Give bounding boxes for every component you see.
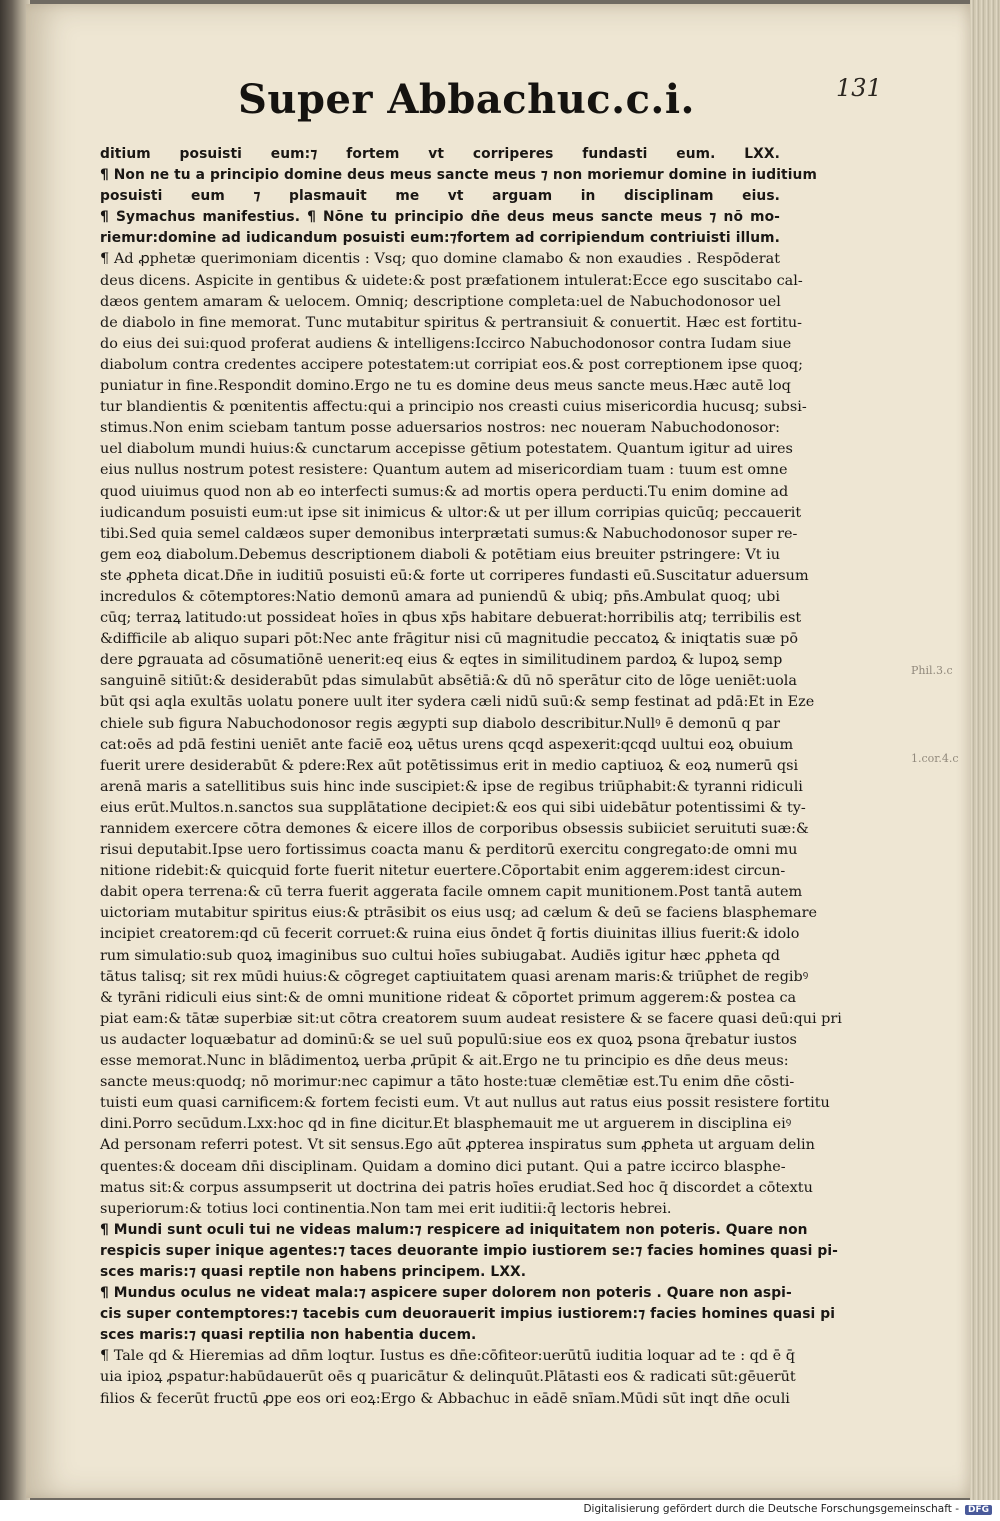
commentary-line: us audacter loquæbatur ad dominū:& se uel suū populū:siue eos ex quoꝝ psona q̄rebatur iustos bbox=[100, 1031, 797, 1048]
commentary-line: matus sit:& corpus assumpserit ut doctrina dei patris hoīes erudiat.Sed hoc q̄ discordet a cōtextu bbox=[100, 1179, 813, 1196]
running-head: Super Abbachuc.c.i. bbox=[238, 76, 695, 123]
commentary-line: incipiet creatorem:qd cū fecerit corruet:& ruina eius ōndet q̄ fortis diuinitas illius fuerit:& idolo bbox=[100, 926, 800, 943]
commentary-line: do eius dei sui:quod proferat audiens & intelligens:Iccirco Nabuchodonosor contra Iudam siue bbox=[100, 335, 792, 352]
commentary-line: uel diabolum mundi huius:& cunctarum accepisse gētium potestatem. Quantum igitur ad uires bbox=[100, 441, 793, 458]
footer-bar bbox=[0, 1500, 1000, 1521]
margin-note: Phil.3.c bbox=[911, 664, 953, 677]
commentary-line: tātus talisq; sit rex mūdi huius:& cōgreget captiuitatem quasi arenam maris:& triūphet de regibꝰ bbox=[100, 968, 809, 985]
book-edge-right bbox=[970, 0, 1000, 1500]
footer-credit-text: Digitalisierung gefördert durch die Deutsche Forschungsgemeinschaft - bbox=[583, 1503, 959, 1515]
commentary-line: chiele sub figura Nabuchodonosor regis ægypti sup diabolo describitur.Nullꝰ ē demonū q par bbox=[100, 715, 780, 732]
lemma-line: posuisti eum ⁊ plasmauit me vt arguam in disciplinam eius. bbox=[100, 188, 780, 205]
commentary-line: risui deputabit.Ipse uero fortissimus coacta manu & perditorū exercitu congregato:de omni mu bbox=[100, 842, 798, 859]
commentary-line: incredulos & cōtemptores:Natio demonū amara ad puniendū & ubiq; pn̄s.Ambulat quoq; ubi bbox=[100, 588, 780, 605]
lemma-line: ¶ Symachus manifestius. ¶ Nōne tu principio dn̄e deus meus sancte meus ⁊ nō mo- bbox=[100, 209, 780, 226]
commentary-line: filios & fecerūt fructū ꝓpe eos ori eoꝝ:Ergo & Abbachuc in eādē snīam.Mūdi sūt inqt dn̄e oculi bbox=[100, 1390, 790, 1407]
commentary-line: eius erūt.Multos.n.sanctos sua supplātatione decipiet:& eos qui sibi uidebātur potentissimi & ty- bbox=[100, 799, 806, 816]
commentary-line: iudicandum posuisti eum:ut ipse sit inimicus & ultor:& ut per illum corripias quicūq; peccauerit bbox=[100, 504, 802, 521]
commentary-line: dini.Porro secūdum.Lxx:hoc qd in fine dicitur.Et blasphemauit me ut arguerem in disciplina eiꝰ bbox=[100, 1116, 792, 1133]
commentary-line: superiorum:& totius loci continentia.Non tam mei erit iuditii:q̄ lectoris hebrei. bbox=[100, 1200, 672, 1217]
main-text-block bbox=[100, 144, 842, 1407]
commentary-line: quentes:& doceam dn̄i disciplinam. Quidam a domino dici putant. Qui a patre iccirco blasphe- bbox=[100, 1158, 786, 1175]
lemma-line: cis super contemptores:⁊ tacebis cum deuorauerit impius iustiorem:⁊ facies homines quasi pi bbox=[100, 1306, 836, 1323]
commentary-line: dæos gentem amaram & uelocem. Omniq; descriptione completa:uel de Nabuchodonosor uel bbox=[100, 293, 781, 310]
commentary-line: diabolum contra credentes accipere potestatem:ut corripiat eos.& post correptionem ipse quoq; bbox=[100, 356, 803, 373]
page-number: 131 bbox=[836, 74, 882, 102]
commentary-line: & tyrāni ridiculi eius sint:& de omni munitione rideat & cōportet primum aggerem:& postea ca bbox=[100, 989, 797, 1006]
commentary-line: uictoriam mutabitur spiritus eius:& ptrāsibit os eius usq; ad cælum & deū se faciens blasphemare bbox=[100, 905, 818, 922]
commentary-line: arenā maris a satellitibus suis hinc inde suscipiet:& ipse de regibus triūphabit:& tyranni ridiculi bbox=[100, 778, 803, 795]
commentary-line: tibi.Sed quia semel caldæos super demonibus interprætati sumus:& Nabuchodonosor super re- bbox=[100, 525, 798, 542]
footer-credit bbox=[583, 1503, 992, 1515]
commentary-line: rum simulatio:sub quoꝝ imaginibus suo cultui hoīes subiugabat. Audiēs igitur hæc ꝓpheta qd bbox=[100, 947, 781, 964]
book-page bbox=[26, 4, 970, 1498]
lemma-line: ¶ Mundus oculus ne videat mala:⁊ aspicere super dolorem non poteris . Quare non aspi- bbox=[100, 1285, 792, 1302]
commentary-line: sancte meus:quodq; nō morimur:nec capimur a tāto hoste:tuæ clemētiæ est.Tu enim dn̄e cōsti- bbox=[100, 1074, 795, 1091]
lemma-line: sces maris:⁊ quasi reptile non habens principem. LXX. bbox=[100, 1263, 527, 1280]
dfg-logo: DFG bbox=[965, 1505, 992, 1515]
commentary-line: esse memorat.Nunc in blādimentoꝝ uerba ꝓrūpit & ait.Ergo ne tu principio es dn̄e deus meus: bbox=[100, 1053, 789, 1070]
commentary-line: stimus.Non enim sciebam tantum posse aduersarios nostros: nec noueram Nabuchodonosor: bbox=[100, 420, 780, 437]
commentary-line: tuisti eum quasi carnificem:& fortem fecisti eum. Vt aut nullus aut ratus eius possit resistere fortitu bbox=[100, 1095, 830, 1112]
lemma-line: sces maris:⁊ quasi reptilia non habentia ducem. bbox=[100, 1327, 477, 1344]
commentary-line: sanguinē sitiūt:& desiderabūt pdas simulabūt absētiā:& dū nō sperātur cito de lōge ueniēt:uola bbox=[100, 673, 797, 690]
lemma-line: riemur:domine ad iudicandum posuisti eum:⁊fortem ad corripiendum contriuisti illum. bbox=[100, 230, 780, 247]
lemma-line: ditium posuisti eum:⁊ fortem vt corriperes fundasti eum. LXX. bbox=[100, 146, 780, 162]
commentary-line: ste ꝓpheta dicat.Dn̄e in iuditiū posuisti eū:& forte ut corriperes fundasti eū.Suscitatur aduersum bbox=[100, 567, 809, 584]
commentary-line: puniatur in fine.Respondit domino.Ergo ne tu es domine deus meus sancte meus.Hæc autē loq bbox=[100, 378, 791, 395]
commentary-line: cat:oēs ad pdā festini ueniēt ante faciē eoꝝ uētus urens qcqd aspexerit:qcqd uultui eoꝝ obuium bbox=[100, 736, 794, 753]
lemma-line: ¶ Mundi sunt oculi tui ne videas malum:⁊ respicere ad iniquitatem non poteris. Quare non bbox=[100, 1221, 808, 1238]
commentary-line: ¶ Tale qd & Hieremias ad dn̄m loqtur. Iustus es dn̄e:cōfiteor:uerūtū iuditia loquar ad te : qd ē q̄ bbox=[100, 1348, 795, 1365]
commentary-line: nitione ridebit:& quicquid forte fuerit nitetur euertere.Cōportabit enim aggerem:idest circun- bbox=[100, 863, 786, 880]
commentary-line: quod uiuimus quod non ab eo interfecti sumus:& ad mortis opera perducti.Tu enim domine ad bbox=[100, 483, 789, 500]
commentary-line: rannidem exercere cōtra demones & eicere illos de corporibus obsessis subiiciet seruituti suæ:& bbox=[100, 821, 809, 837]
commentary-line: gem eoꝝ diabolum.Debemus descriptionem diaboli & potētiam eius breuiter pstringere: Vt iu bbox=[100, 546, 780, 563]
commentary-line: Ad personam referri potest. Vt sit sensus.Ego aūt ꝓpterea inspiratus sum ꝓpheta ut arguam delin bbox=[100, 1137, 815, 1154]
commentary-line: eius nullus nostrum potest resistere: Quantum autem ad misericordiam tuam : tuum est omne bbox=[100, 462, 788, 479]
commentary-line: būt qsi aqla exultās uolatu ponere uult iter sydera cæli nidū suū:& semp festinat ad pdā:Et in Eze bbox=[100, 694, 815, 711]
commentary-line: uia ipioꝝ ꝓspatur:habūdauerūt oēs q puaricātur & delinquūt.Plātasti eos & radicati sūt:gēuerūt bbox=[100, 1369, 796, 1386]
commentary-line: de diabolo in fine memorat. Tunc mutabitur spiritus & pertransiuit & conuertit. Hæc est fortitu- bbox=[100, 314, 802, 331]
commentary-line: ¶ Ad ꝓphetæ querimoniam dicentis : Vsq; quo domine clamabo & non exaudies . Respōderat bbox=[100, 251, 780, 268]
commentary-line: dabit opera terrena:& cū terra fuerit aggerata facile omnem capit munitionem.Post tantā autem bbox=[100, 884, 803, 901]
commentary-line: fuerit urere desiderabūt & pdere:Rex aūt potētissimus erit in medio captiuoꝝ & eoꝝ numerū qsi bbox=[100, 757, 799, 774]
commentary-line: deus dicens. Aspicite in gentibus & uidete:& post præfationem intulerat:Ecce ego suscitabo cal- bbox=[100, 272, 803, 289]
commentary-line: tur blandientis & pœnitentis affectu:qui a principio nos creasti cuius misericordia hucusq; subsi- bbox=[100, 399, 807, 416]
commentary-line: piat eam:& tātæ superbiæ sit:ut cōtra creatorem suum audeat resistere & se facere quasi deū:qui pri bbox=[100, 1010, 842, 1027]
commentary-line: &difficile ab aliquo supari pōt:Nec ante frāgitur nisi cū magnitudie peccatoꝝ & iniqtatis suæ pō bbox=[100, 631, 799, 648]
commentary-line: cūq; terraꝝ latitudo:ut possideat hoīes in qbus xp̄s habitare debuerat:horribilis atq; terribilis est bbox=[100, 610, 802, 627]
lemma-line: ¶ Non ne tu a principio domine deus meus sancte meus ⁊ non moriemur domine in iuditium bbox=[100, 167, 817, 184]
lemma-line: respicis super inique agentes:⁊ taces deuorante impio iustiorem se:⁊ facies homines quasi pi- bbox=[100, 1242, 838, 1259]
margin-note: 1.cor.4.c bbox=[911, 752, 959, 765]
commentary-line: dere ꝑgrauata ad cōsumatiōnē uenerit:eq eius & eqtes in similitudinem pardoꝝ & lupoꝝ semp bbox=[100, 652, 783, 669]
